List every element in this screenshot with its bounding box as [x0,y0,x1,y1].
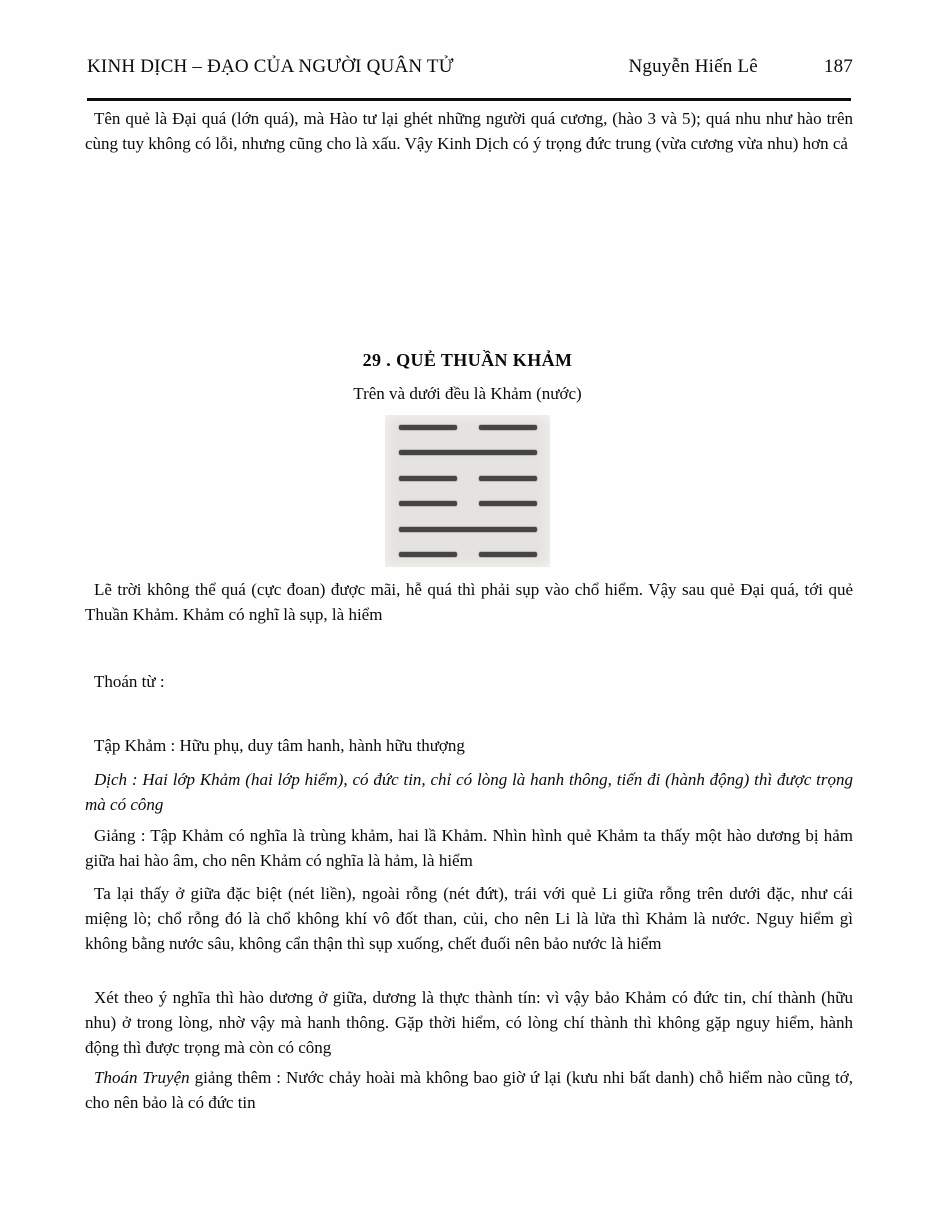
paragraph-after-hexagram: Lẽ trời không thể quá (cực đoan) được mãi, hễ quá thì phải sụp vào chổ hiểm. Vậy sau quẻ Đại quá, tới quẻ Thuần Khảm. Khảm có nghĩ là sụp, là hiểm [85,580,853,624]
paragraph-thoan-truyen [85,1066,853,1116]
section-subtitle: Trên và dưới đều là Khảm (nước) [353,384,582,403]
hexagram-line-broken [399,476,537,481]
paragraph-intro: Tên quẻ là Đại quá (lớn quá), mà Hào tư lại ghét những người quá cương, (hào 3 và 5); quá nhu như hào trên cùng tuy không có lỗi, nhưng cũng cho là xấu. Vậy Kinh Dịch có ý trọng đức trung (vừa cương vừa nhu) hơn cả [85,109,853,153]
paragraph-dich: Dịch : Hai lớp Khảm (hai lớp hiểm), có đức tin, chỉ có lòng là hanh thông, tiến đi (hành động) thì được trọng mà có công [85,770,853,814]
header-right [628,56,853,78]
hexagram-line-broken [399,425,537,430]
thoan-truyen-lead: Thoán Truyện [94,1068,190,1087]
hexagram-line-solid [399,450,537,455]
author-name: Nguyễn Hiến Lê [628,56,758,77]
paragraph-xet-theo: Xét theo ý nghĩa thì hào dương ở giữa, dương là thực thành tín: vì vậy bảo Khảm có đức tin, chí thành (hữu nhu) ở trong lòng, nhờ vậy mà hanh thông. Gặp thời hiểm, có lòng chí thành thì không gặp nguy hiểm, hành động thì được trọng mà còn có công [85,988,853,1057]
page-header [87,56,853,78]
header-divider [87,98,851,101]
hexagram-line-broken [399,552,537,557]
hexagram-line-solid [399,527,537,532]
paragraph-ta-lai-thay: Ta lại thấy ở giữa đặc biệt (nét liền), ngoài rỗng (nét đứt), trái với quẻ Li giữa rỗng trên dưới đặc, như cái miệng lò; chổ rỗng đó là chổ không khí vô đốt than, củi, cho nên Li là lửa thì Khảm là nước. Nguy hiểm gì không bằng nước sâu, không cẩn thận thì sụp xuống, chết đuối nên bảo nước là hiểm [85,884,853,953]
section-title: 29 . QUẺ THUẦN KHẢM [362,350,573,370]
page-number: 187 [823,56,853,77]
paragraph-tap-kham: Tập Khảm : Hữu phụ, duy tâm hanh, hành hữu thượng [94,736,465,755]
thoan-tu-label: Thoán từ : [94,672,165,691]
thoan-truyen-rest: giảng thêm : Nước chảy hoài mà không bao giờ ứ lại (kưu nhi bất danh) chỗ hiểm nào cũng tớ, cho nên bảo là có đức tin [85,1068,853,1112]
book-title: KINH DỊCH – ĐẠO CỦA NGƯỜI QUÂN TỬ [87,56,454,77]
paragraph-giang: Giảng : Tập Khảm có nghĩa là trùng khảm, hai lầ Khảm. Nhìn hình quẻ Khảm ta thấy một hào dương bị hảm giữa hai hào âm, cho nên Khảm có nghĩa là hảm, là hiểm [85,826,853,870]
hexagram-line-broken [399,501,537,506]
hexagram-figure [385,415,550,567]
